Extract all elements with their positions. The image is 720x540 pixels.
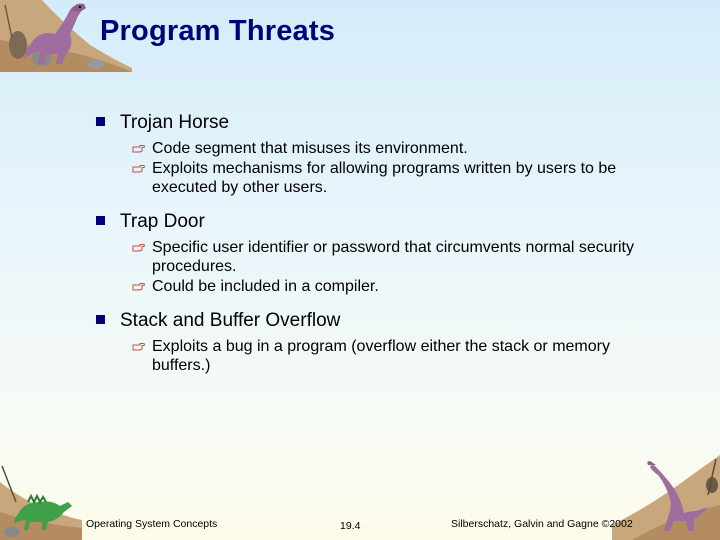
pointing-finger-icon bbox=[132, 139, 145, 158]
sub-bullet-item bbox=[132, 159, 656, 197]
sub-bullet-item bbox=[132, 337, 656, 375]
section-trap-door bbox=[96, 209, 656, 296]
sub-bullet-text: Exploits a bug in a program (overflow either the stack or memory buffers.) bbox=[152, 338, 610, 374]
dinosaur-icon bbox=[0, 462, 82, 540]
bullet-item bbox=[96, 308, 656, 333]
sub-bullet-list bbox=[132, 238, 656, 296]
slide-content bbox=[96, 110, 656, 387]
pointing-finger-icon bbox=[132, 159, 145, 178]
section-trojan-horse bbox=[96, 110, 656, 197]
bullet-heading: Stack and Buffer Overflow bbox=[120, 310, 341, 331]
footer-authors: Silberschatz, Galvin and Gagne ©2002 bbox=[451, 518, 633, 530]
sub-bullet-item bbox=[132, 139, 656, 158]
page-title: Program Threats bbox=[100, 15, 336, 47]
footer-page-number: 19.4 bbox=[340, 520, 361, 532]
bullet-item bbox=[96, 209, 656, 234]
square-bullet-icon bbox=[96, 117, 105, 126]
footer-course: Operating System Concepts bbox=[86, 518, 218, 530]
bullet-item bbox=[96, 110, 656, 135]
square-bullet-icon bbox=[96, 315, 105, 324]
pointing-finger-icon bbox=[132, 277, 145, 296]
pointing-finger-icon bbox=[132, 238, 145, 257]
sub-bullet-item bbox=[132, 238, 656, 276]
sub-bullet-text: Exploits mechanisms for allowing programs written by users to be executed by other users. bbox=[152, 160, 617, 196]
sub-bullet-text: Could be included in a compiler. bbox=[152, 278, 379, 295]
pointing-finger-icon bbox=[132, 337, 145, 356]
section-stack-buffer-overflow bbox=[96, 308, 656, 375]
bullet-heading: Trap Door bbox=[120, 211, 205, 232]
square-bullet-icon bbox=[96, 216, 105, 225]
sub-bullet-list bbox=[132, 337, 656, 375]
sub-bullet-text: Code segment that misuses its environment. bbox=[152, 140, 468, 157]
bullet-heading: Trojan Horse bbox=[120, 112, 230, 133]
sub-bullet-list bbox=[132, 139, 656, 197]
sub-bullet-text: Specific user identifier or password that circumvents normal security procedures. bbox=[152, 239, 634, 275]
sub-bullet-item bbox=[132, 277, 656, 296]
